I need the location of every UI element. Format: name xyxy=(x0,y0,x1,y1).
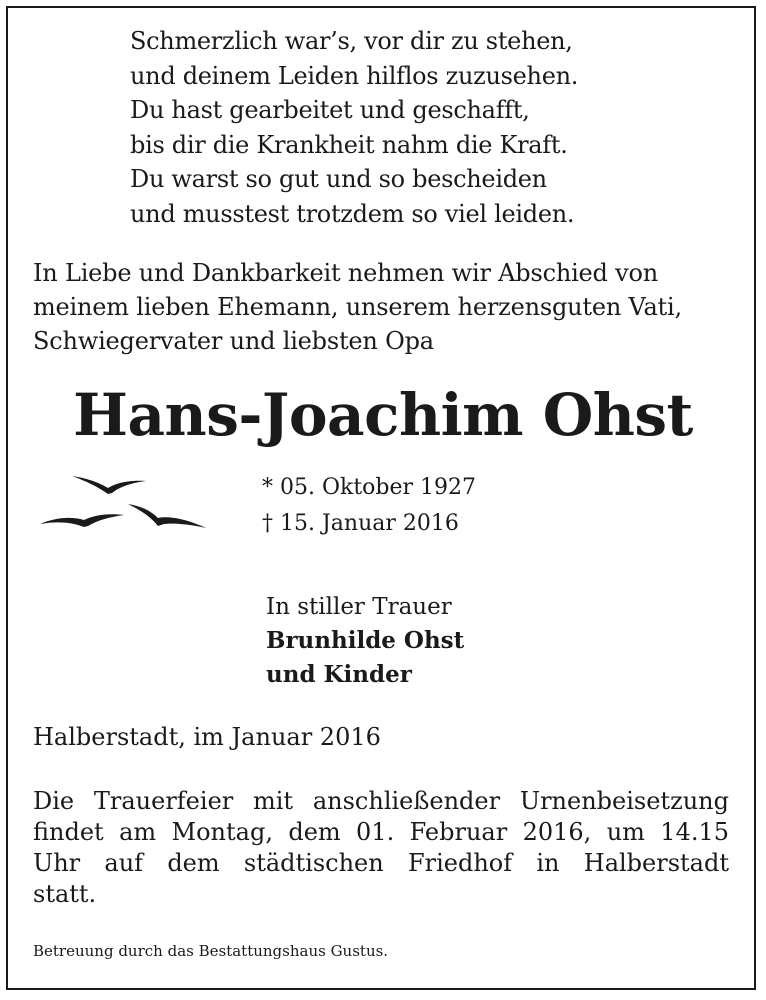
bird-shape xyxy=(72,476,146,494)
poem-line: bis dir die Krankheit nahm die Kraft. xyxy=(130,130,568,159)
funeral-home-note: Betreuung durch das Bestattungshaus Gustus. xyxy=(33,942,389,960)
ceremony-line: Uhr auf dem städtischen Friedhof in Halberstadt xyxy=(33,849,729,877)
bird-shape xyxy=(128,504,206,528)
death-date: † 15. Januar 2016 xyxy=(262,511,459,536)
farewell-line: In Liebe und Dankbarkeit nehmen wir Abschied von xyxy=(33,259,659,287)
mourner-name: Brunhilde Ohst xyxy=(266,627,465,654)
birth-date: * 05. Oktober 1927 xyxy=(262,475,477,500)
poem xyxy=(130,24,578,231)
bird-shape xyxy=(40,514,124,527)
poem-line: Schmerzlich war’s, vor dir zu stehen, xyxy=(130,27,573,55)
ceremony-line: findet am Montag, dem 01. Februar 2016, um 14.15 xyxy=(33,818,729,846)
ceremony-line: statt. xyxy=(33,880,97,908)
mourners-heading: In stiller Trauer xyxy=(266,594,452,620)
deceased-name: Hans-Joachim Ohst xyxy=(73,381,693,449)
poem-line: und musstest trotzdem so viel leiden. xyxy=(130,199,575,228)
farewell-line: meinem lieben Ehemann, unserem herzensguten Vati, xyxy=(33,293,682,321)
ceremony-line: Die Trauerfeier mit anschließender Urnenbeisetzung xyxy=(33,787,729,815)
poem-line: und deinem Leiden hilflos zuzusehen. xyxy=(130,61,579,90)
mourner-family: und Kinder xyxy=(266,661,412,688)
mourners xyxy=(266,590,464,692)
birds-icon xyxy=(38,466,210,538)
place-date: Halberstadt, im Januar 2016 xyxy=(33,723,381,751)
poem-line: Du hast gearbeitet und geschafft, xyxy=(130,96,530,124)
poem-line: Du warst so gut und so bescheiden xyxy=(130,165,547,193)
life-dates xyxy=(262,470,476,542)
farewell-line: Schwiegervater und liebsten Opa xyxy=(33,327,434,355)
farewell-text xyxy=(33,256,738,358)
ceremony-info xyxy=(33,786,729,910)
